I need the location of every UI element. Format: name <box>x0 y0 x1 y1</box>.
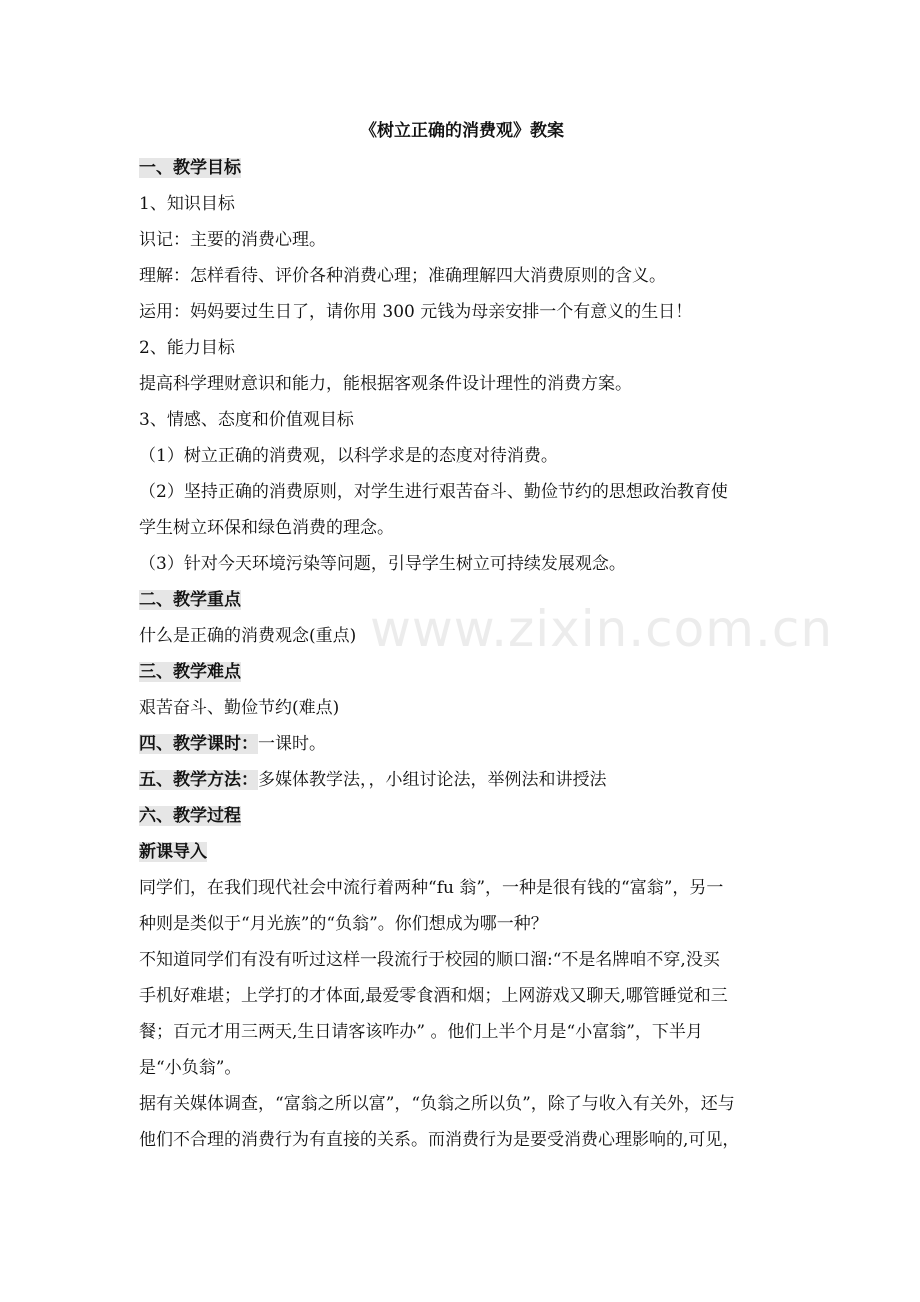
heading-text: 五、教学方法： <box>139 770 258 790</box>
paragraph-recall: 识记：主要的消费心理。 <box>139 230 326 250</box>
paragraph-emotion-2b: 学生树立环保和绿色消费的理念。 <box>139 518 394 538</box>
body-line-6: 是“小负翁”。 <box>139 1058 242 1078</box>
heading-text: 新课导入 <box>139 842 207 862</box>
paragraph-emotion-2a: （2）坚持正确的消费原则，对学生进行艰苦奋斗、勤俭节约的思想政治教育使 <box>139 482 728 502</box>
paragraph-difficulties: 艰苦奋斗、勤俭节约(难点) <box>139 698 340 718</box>
subheading-emotion: 3、情感、态度和价值观目标 <box>139 410 354 430</box>
paragraph-emotion-3: （3）针对今天环境污染等问题，引导学生树立可持续发展观念。 <box>139 554 626 574</box>
paragraph-ability: 提高科学理财意识和能力，能根据客观条件设计理性的消费方案。 <box>139 374 632 394</box>
heading-text: 四、教学课时： <box>139 734 258 754</box>
body-line-7: 据有关媒体调查，“富翁之所以富”，“负翁之所以负”，除了与收入有关外，还与 <box>139 1094 735 1114</box>
body-line-1: 同学们，在我们现代社会中流行着两种“fu 翁”，一种是很有钱的“富翁”，另一 <box>139 878 724 898</box>
subheading-knowledge: 1、知识目标 <box>139 194 235 214</box>
body-line-4: 手机好难堪；上学打的才体面,最爱零食酒和烟；上网游戏又聊天,哪管睡觉和三 <box>139 986 728 1006</box>
class-hours-text: 一课时。 <box>258 734 326 754</box>
heading-key-points <box>139 589 241 611</box>
heading-intro <box>139 841 207 863</box>
paragraph-key-points: 什么是正确的消费观念(重点) <box>139 626 357 646</box>
paragraph-apply: 运用：妈妈要过生日了，请你用 300 元钱为母亲安排一个有意义的生日！ <box>139 302 693 322</box>
methods-text: 多媒体教学法，，小组讨论法，举例法和讲授法 <box>258 770 607 790</box>
watermark: www.zixin.com.cn <box>370 600 834 658</box>
heading-class-hours <box>139 733 326 755</box>
heading-methods <box>139 769 607 791</box>
heading-teaching-goals <box>139 157 241 179</box>
body-line-5: 餐；百元才用三两天,生日请客该咋办” 。他们上半个月是“小富翁”，下半月 <box>139 1022 703 1042</box>
heading-text: 三、教学难点 <box>139 662 241 682</box>
document-title: 《树立正确的消费观》教案 <box>360 121 564 141</box>
paragraph-understand: 理解：怎样看待、评价各种消费心理；准确理解四大消费原则的含义。 <box>139 266 666 286</box>
heading-process <box>139 805 241 827</box>
body-line-8: 他们不合理的消费行为有直接的关系。而消费行为是要受消费心理影响的,可见， <box>139 1130 740 1150</box>
paragraph-emotion-1: （1）树立正确的消费观，以科学求是的态度对待消费。 <box>139 446 558 466</box>
heading-difficulties <box>139 661 241 683</box>
body-line-3: 不知道同学们有没有听过这样一段流行于校园的顺口溜:“不是名牌咱不穿,没买 <box>139 950 720 970</box>
heading-text: 六、教学过程 <box>139 806 241 826</box>
subheading-ability: 2、能力目标 <box>139 338 235 358</box>
heading-text: 一、教学目标 <box>139 158 241 178</box>
body-line-2: 种则是类似于“月光族”的“负翁”。你们想成为哪一种？ <box>139 914 548 934</box>
heading-text: 二、教学重点 <box>139 590 241 610</box>
